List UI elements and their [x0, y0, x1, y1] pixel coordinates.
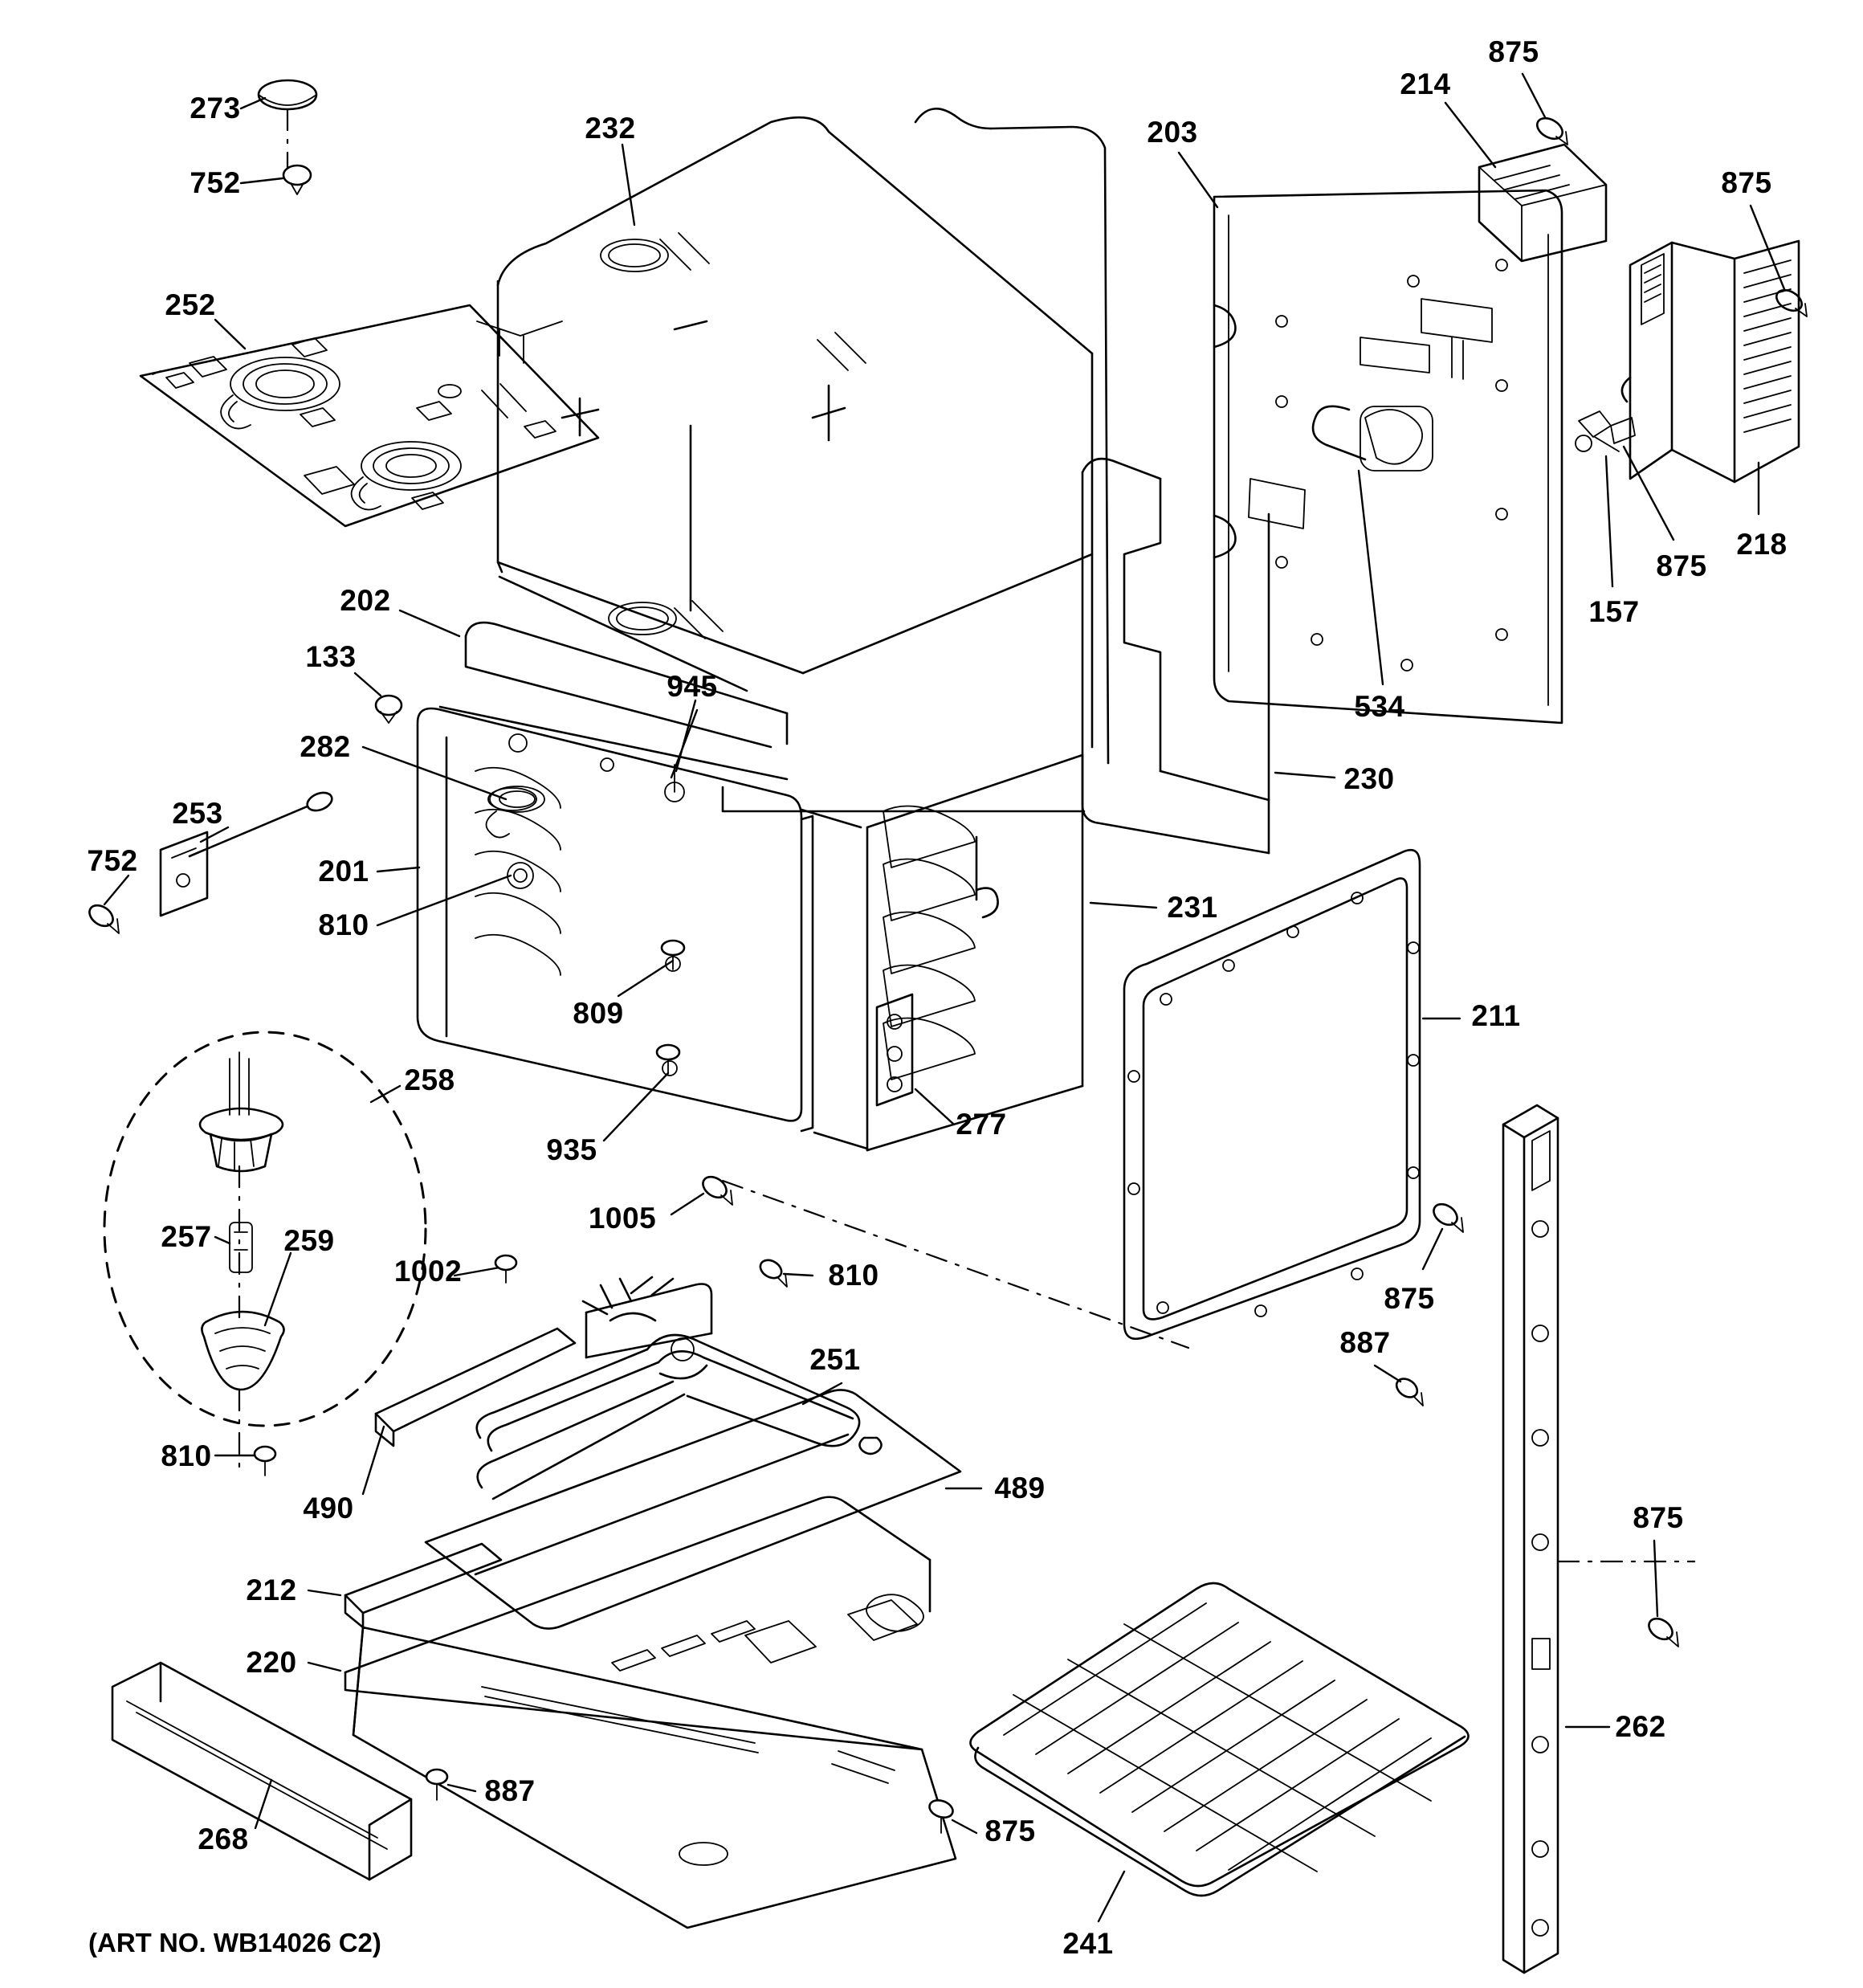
callout-253: 253 [172, 797, 223, 830]
callout-212: 212 [246, 1574, 297, 1606]
callout-241: 241 [1062, 1927, 1114, 1960]
part-935-screw [657, 1045, 679, 1074]
callout-935: 935 [546, 1133, 597, 1166]
part-241-oven-rack [970, 1583, 1468, 1896]
callout-810-c: 810 [828, 1259, 879, 1292]
part-212-rail [345, 1544, 501, 1627]
callout-252: 252 [165, 288, 216, 321]
callout-259: 259 [283, 1224, 335, 1257]
part-268-kick-panel [112, 1663, 411, 1880]
callout-277: 277 [956, 1108, 1007, 1141]
part-887-screw-b [426, 1770, 447, 1800]
part-1002-screw [495, 1255, 516, 1283]
callout-875-e: 875 [1633, 1501, 1684, 1534]
part-1005-screw [699, 1173, 732, 1205]
callout-232: 232 [585, 112, 636, 145]
callout-231: 231 [1167, 891, 1218, 924]
art-number-label: (ART NO. WB14026 C2) [88, 1928, 381, 1957]
callout-262: 262 [1615, 1710, 1666, 1743]
callout-133: 133 [305, 640, 357, 673]
callout-489: 489 [994, 1472, 1046, 1504]
callout-211: 211 [1471, 999, 1521, 1032]
part-875-screw-c [1430, 1200, 1463, 1232]
callout-214: 214 [1400, 67, 1451, 100]
callout-220: 220 [246, 1646, 297, 1679]
callout-202: 202 [340, 584, 391, 617]
callout-887-a: 887 [1339, 1326, 1391, 1359]
callout-810-b: 810 [161, 1439, 212, 1472]
part-810-screw-left [255, 1447, 275, 1476]
part-262-side-rail [1503, 1105, 1558, 1973]
part-bottom-panel [353, 1594, 956, 1928]
callout-875-a: 875 [1488, 35, 1539, 68]
part-752-screw-top [283, 165, 311, 194]
part-231-frame [867, 755, 1082, 1150]
callout-752-left: 752 [87, 844, 138, 877]
part-273-cap [259, 80, 316, 109]
part-875-screw-b [1773, 286, 1807, 316]
part-214-terminal-block [1479, 145, 1606, 261]
part-252-cooktop-panel [141, 305, 598, 526]
callout-230: 230 [1343, 762, 1395, 795]
callout-157: 157 [1588, 595, 1640, 628]
part-875-screw-a [1534, 114, 1567, 145]
callout-1005: 1005 [588, 1202, 657, 1235]
part-752-screw-left [86, 901, 119, 933]
part-810-screw-element [757, 1256, 787, 1287]
callout-875-d: 875 [1384, 1282, 1435, 1315]
callout-810-a: 810 [318, 908, 369, 941]
callout-809: 809 [573, 997, 624, 1030]
part-490-rail [376, 1329, 575, 1446]
callout-201: 201 [318, 855, 369, 888]
callout-1002: 1002 [393, 1255, 463, 1288]
part-875-screw-d [927, 1797, 955, 1833]
part-201-oven-cavity [418, 707, 867, 1149]
callout-875-b: 875 [1721, 166, 1772, 199]
callout-218: 218 [1736, 528, 1788, 561]
callout-752-top: 752 [190, 166, 241, 199]
part-133-nut [376, 696, 402, 723]
part-218-terminal-cover [1622, 241, 1799, 482]
part-230-side-panel [1082, 459, 1269, 853]
callout-887-b: 887 [484, 1774, 536, 1807]
callout-251: 251 [809, 1343, 861, 1376]
part-220-drawer-slide [345, 1497, 930, 1749]
part-203-rear-panel [1214, 190, 1562, 723]
callout-273: 273 [190, 92, 241, 125]
part-875-screw-e [1645, 1614, 1678, 1647]
callout-490: 490 [303, 1492, 354, 1525]
part-157-switch [1576, 411, 1635, 451]
part-258-detail-callout-circle [104, 1032, 426, 1426]
callout-875-f: 875 [984, 1815, 1036, 1847]
callout-534: 534 [1354, 690, 1405, 723]
part-232-oven-wrapper [498, 108, 1108, 811]
callout-268: 268 [198, 1823, 249, 1855]
callout-257: 257 [161, 1220, 212, 1253]
part-277-latch-plate [877, 994, 912, 1105]
callout-875-c: 875 [1656, 549, 1707, 582]
part-257-259-spit-assembly [200, 1052, 284, 1468]
callout-203: 203 [1147, 116, 1198, 149]
callout-282: 282 [300, 730, 351, 763]
callout-258: 258 [404, 1063, 455, 1096]
part-251-bake-element [477, 1277, 859, 1499]
callout-945: 945 [667, 670, 718, 703]
